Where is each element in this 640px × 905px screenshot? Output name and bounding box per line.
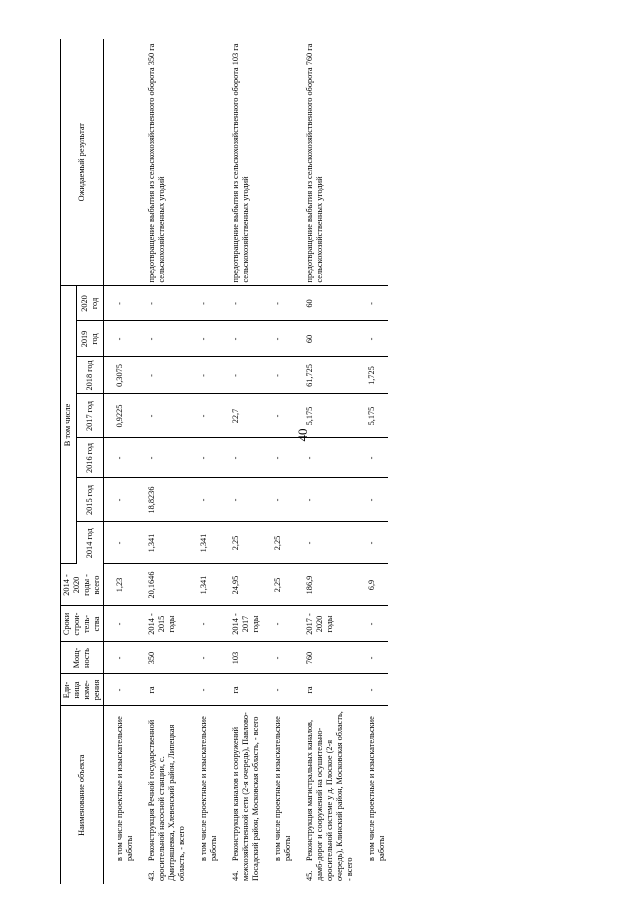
row-result: [366, 39, 388, 286]
row-2014: 1,341: [198, 522, 220, 564]
row-2016: -: [230, 438, 262, 478]
row-2020: 60: [304, 286, 356, 321]
row-number: 45.: [305, 870, 314, 881]
row-2020: -: [198, 286, 220, 321]
row-name: [304, 706, 356, 884]
header-year-2018: 2018 год: [76, 357, 103, 394]
row-capacity: 103: [230, 642, 262, 674]
row-2014: 1,341: [146, 522, 188, 564]
row-2020: -: [272, 286, 294, 321]
header-year-2015: 2015 год: [76, 478, 103, 522]
row-name: в том числе проектные и изыскательские работы: [199, 716, 218, 861]
row-2016: -: [198, 438, 220, 478]
header-year-2016: 2016 год: [76, 438, 103, 478]
header-total: 2014 - 2020 годы - всего: [61, 564, 104, 606]
table-row: [366, 39, 388, 884]
header-term: Сроки строи-тель-ства: [61, 606, 104, 642]
row-unit: га: [146, 674, 188, 706]
row-unit: га: [304, 674, 356, 706]
row-total: 24,95: [230, 564, 262, 606]
row-result: предотвращение выбытия из сельскохозяйственного оборота 350 га сельскохозяйственных угодий: [146, 39, 188, 286]
row-2015: -: [198, 478, 220, 522]
row-2018: 1,725: [366, 357, 388, 394]
row-2019: -: [272, 321, 294, 357]
row-result: предотвращение выбытия из сельскохозяйственного оборота 760 га сельскохозяйственных угодий: [304, 39, 356, 286]
header-year-2019: 2019 год: [76, 321, 103, 357]
row-result: [198, 39, 220, 286]
row-2015: -: [114, 478, 136, 522]
row-2020: -: [230, 286, 262, 321]
row-name: [146, 706, 188, 884]
header-name: Наименование объекта: [61, 706, 104, 884]
row-result: [272, 39, 294, 286]
row-2017: 0,9225: [114, 394, 136, 438]
row-2018: 0,3075: [114, 357, 136, 394]
row-term: 2017 - 2020 годы: [304, 606, 356, 642]
row-term: -: [272, 606, 294, 642]
row-2014: -: [114, 522, 136, 564]
row-term: -: [114, 606, 136, 642]
row-capacity: 350: [146, 642, 188, 674]
row-2020: -: [146, 286, 188, 321]
row-capacity: -: [198, 642, 220, 674]
row-2019: 60: [304, 321, 356, 357]
row-2017: 5,175: [304, 394, 356, 438]
table-row: [304, 39, 356, 884]
header-result: Ожидаемый результат: [61, 39, 104, 286]
row-total: 2,25: [272, 564, 294, 606]
header-year-2014: 2014 год: [76, 522, 103, 564]
row-result: предотвращение выбытия из сельскохозяйственного оборота 103 га сельскохозяйственных угодий: [230, 39, 262, 286]
header-year-2017: 2017 год: [76, 394, 103, 438]
header-unit: Еди-ница изме-рения: [61, 674, 104, 706]
row-2018: -: [230, 357, 262, 394]
row-name-text: Реконструкция Речной государственной оросительной насосной станции, с. Дмитряшевка, Хлевенский район, Липецкая область, - всего: [147, 719, 186, 881]
row-2017: 22,7: [230, 394, 262, 438]
row-2019: -: [198, 321, 220, 357]
row-2014: 2,25: [272, 522, 294, 564]
header-capacity: Мощ-ность: [61, 642, 104, 674]
header-year-2020: 2020 год: [76, 286, 103, 321]
row-result: [114, 39, 136, 286]
row-number: 44.: [231, 870, 240, 881]
row-2015: -: [366, 478, 388, 522]
row-2019: -: [146, 321, 188, 357]
row-2014: 2,25: [230, 522, 262, 564]
row-2014: -: [366, 522, 388, 564]
row-2016: -: [304, 438, 356, 478]
row-2015: 18,8236: [146, 478, 188, 522]
table-row: [230, 39, 262, 884]
row-capacity: 760: [304, 642, 356, 674]
row-2015: -: [304, 478, 356, 522]
row-unit: -: [114, 674, 136, 706]
row-2017: -: [146, 394, 188, 438]
row-total: 1,23: [114, 564, 136, 606]
row-2014: -: [304, 522, 356, 564]
table-row: [114, 39, 136, 884]
row-unit: -: [198, 674, 220, 706]
row-total: 186,9: [304, 564, 356, 606]
row-2018: -: [146, 357, 188, 394]
row-2017: -: [272, 394, 294, 438]
row-name: в том числе проектные и изыскательские работы: [115, 716, 134, 861]
table-row: [198, 39, 220, 884]
row-capacity: -: [366, 642, 388, 674]
row-total: 1,341: [198, 564, 220, 606]
row-unit: -: [366, 674, 388, 706]
row-capacity: -: [272, 642, 294, 674]
row-total: 20,1646: [146, 564, 188, 606]
row-name-text: Реконструкция магистральных каналов, дамб-дорог и сооружений на осушительно-оросительной системе у д. Плоское (2-я очередь), Клинский район, Московская область, - всего: [305, 711, 354, 881]
row-2017: 5,175: [366, 394, 388, 438]
header-group: В том числе: [61, 286, 77, 564]
row-2016: -: [366, 438, 388, 478]
row-total: 6,9: [366, 564, 388, 606]
row-term: -: [366, 606, 388, 642]
row-2016: -: [146, 438, 188, 478]
row-2018: -: [198, 357, 220, 394]
row-name: в том числе проектные и изыскательские работы: [367, 716, 386, 861]
budget-table: [60, 39, 388, 884]
page-number: 40: [295, 428, 310, 442]
row-2020: -: [366, 286, 388, 321]
row-term: -: [198, 606, 220, 642]
row-name: в том числе проектные и изыскательские работы: [273, 716, 292, 861]
row-2016: -: [272, 438, 294, 478]
row-name: [230, 706, 262, 884]
rotated-page: [60, 39, 590, 884]
row-2019: -: [114, 321, 136, 357]
row-number: 43.: [147, 870, 156, 881]
header-row-top: [61, 39, 77, 884]
row-capacity: -: [114, 642, 136, 674]
row-unit: га: [230, 674, 262, 706]
row-2017: -: [198, 394, 220, 438]
table-row: [146, 39, 188, 884]
table-row: [272, 39, 294, 884]
row-name-text: Реконструкция каналов и сооружений межхозяйственной сети (2-я очередь), Павлово-Посадский район, Московская область, - всего: [231, 712, 260, 881]
row-2019: -: [366, 321, 388, 357]
row-term: 2014 - 2017 годы: [230, 606, 262, 642]
row-unit: -: [272, 674, 294, 706]
row-2019: -: [230, 321, 262, 357]
row-2015: -: [230, 478, 262, 522]
row-term: 2014 - 2015 годы: [146, 606, 188, 642]
row-2018: -: [272, 357, 294, 394]
row-2016: -: [114, 438, 136, 478]
row-2018: 61,725: [304, 357, 356, 394]
row-2015: -: [272, 478, 294, 522]
row-2020: -: [114, 286, 136, 321]
